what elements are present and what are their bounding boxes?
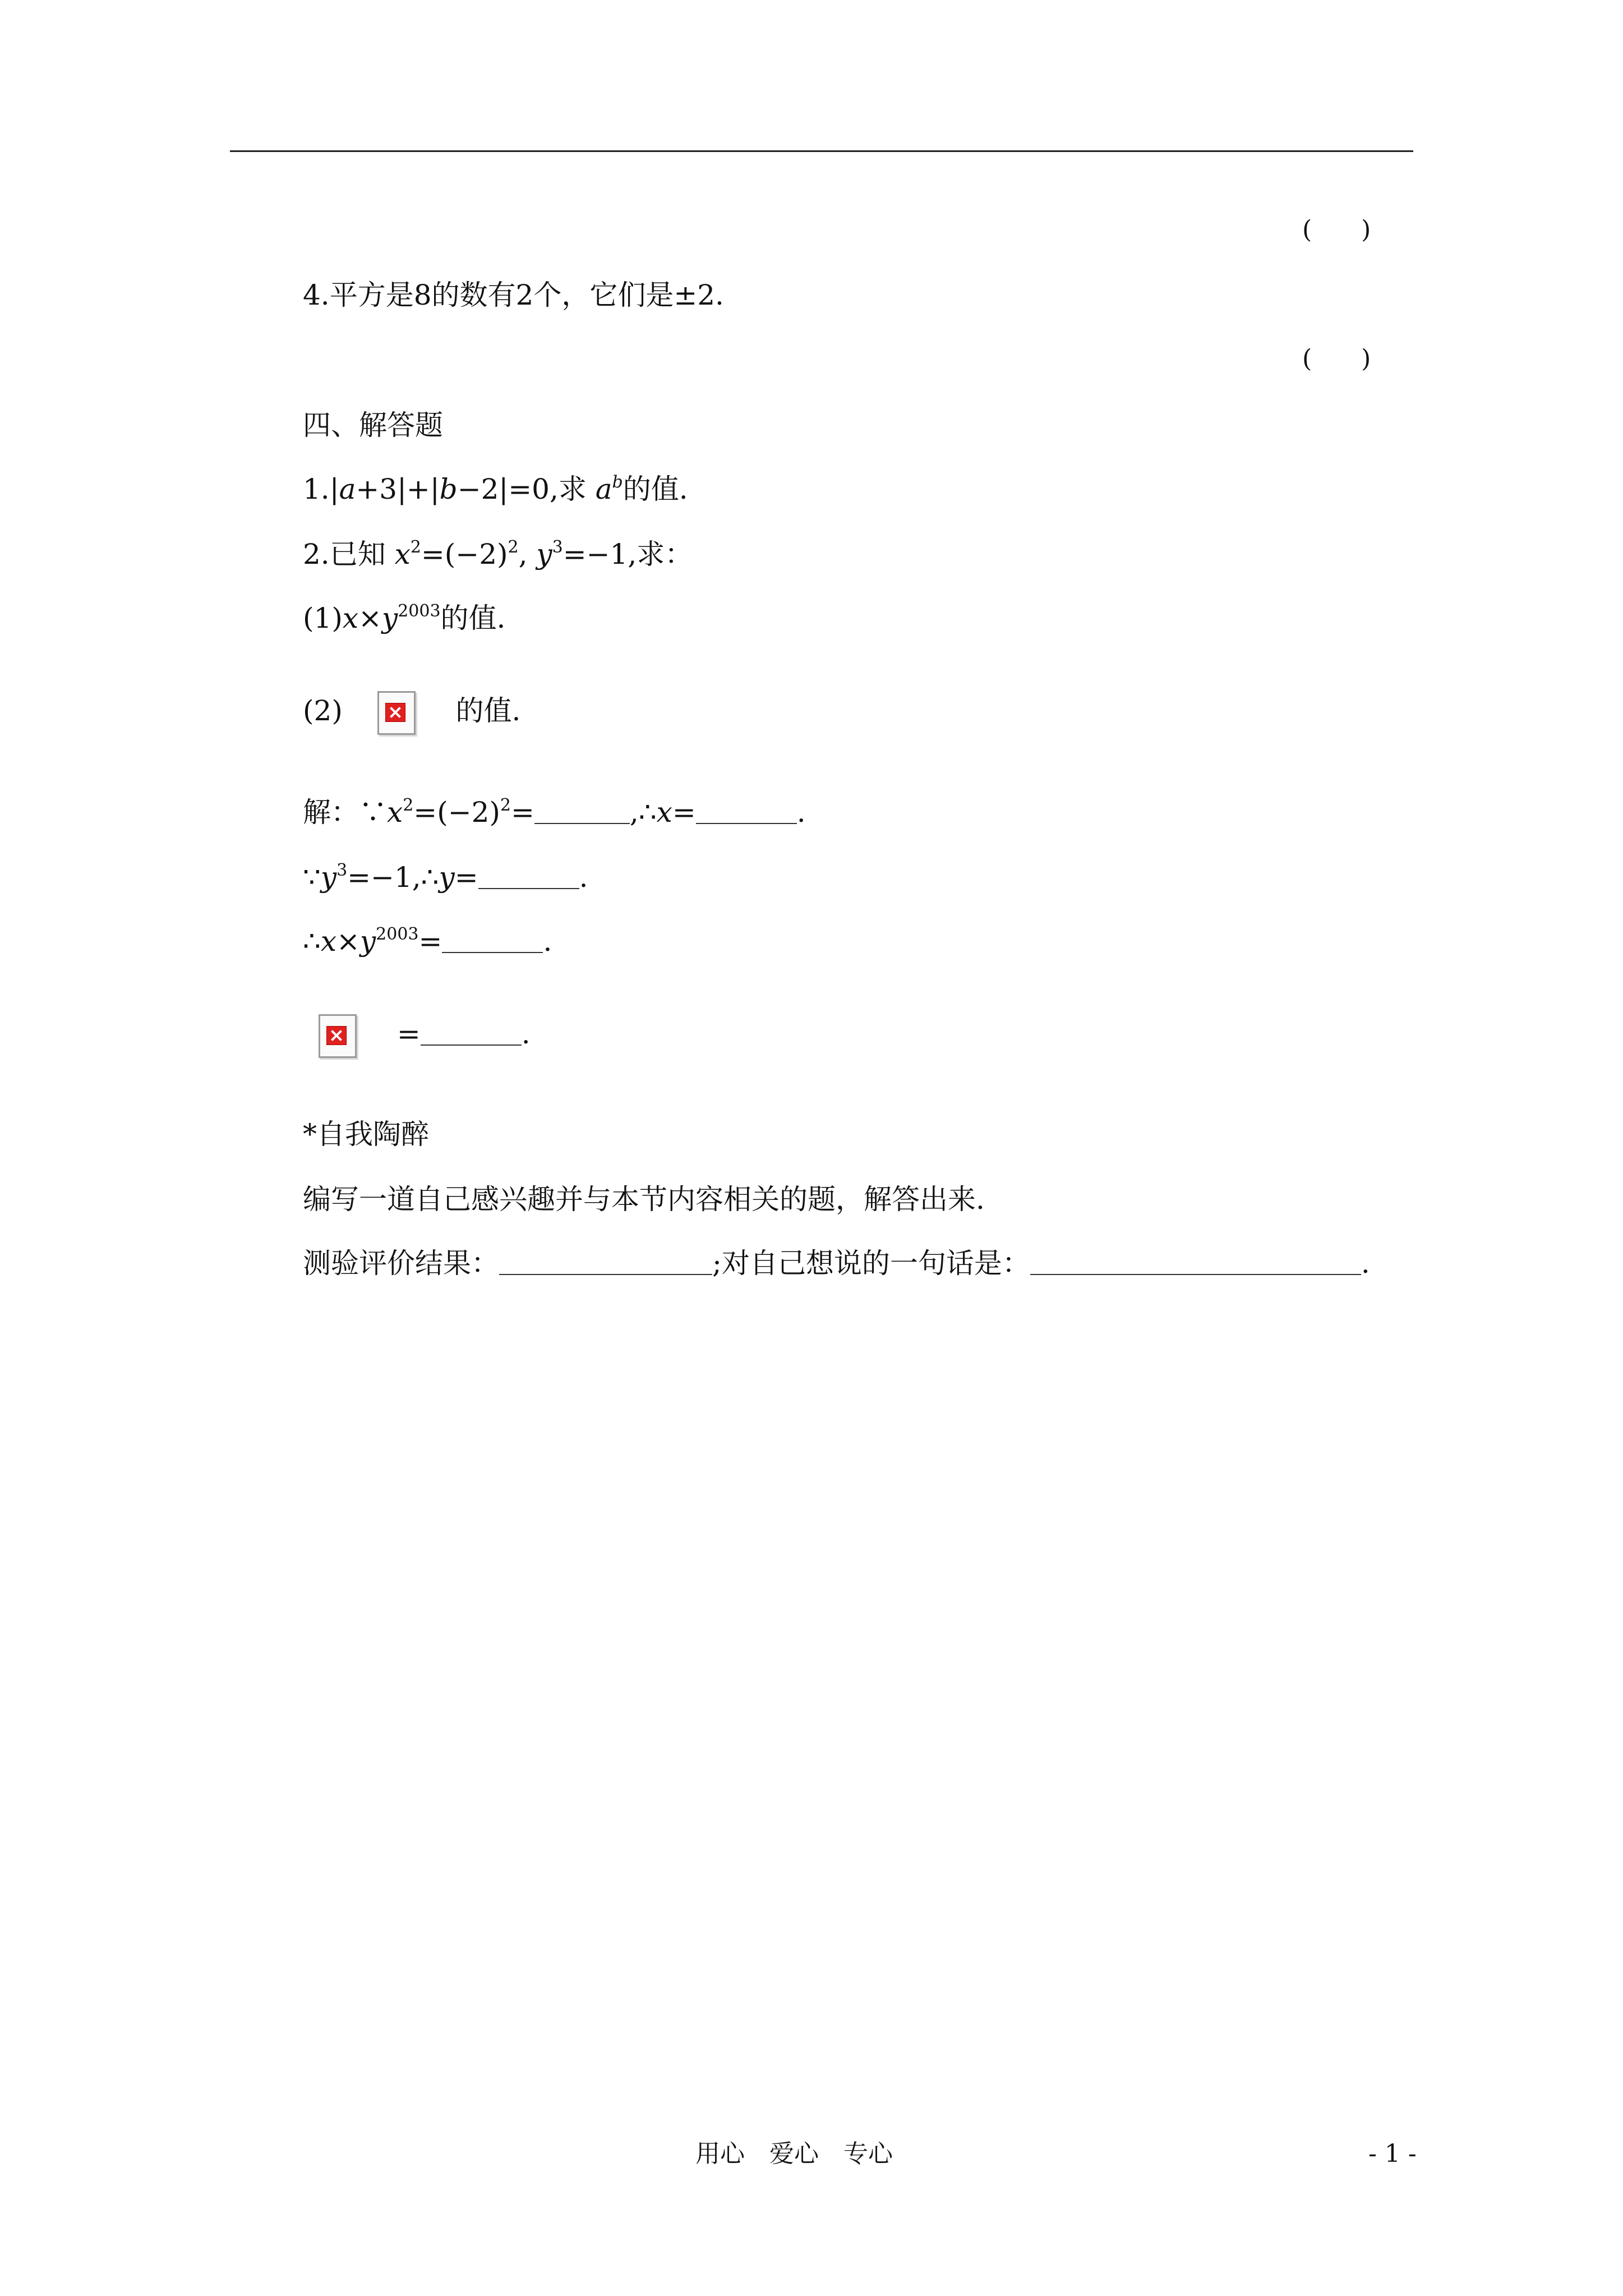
- solution-line-3: $\therefore x\times y^{2003}=$ .: [303, 924, 552, 958]
- reflection-evaluation: 测验评价结果： ;对自己想说的一句话是： .: [303, 1247, 1370, 1280]
- answer-blank[interactable]: [442, 927, 543, 953]
- solution-line-4: = .: [319, 1014, 531, 1058]
- answer-blank[interactable]: [696, 798, 797, 824]
- reflection-title: *自我陶醉: [303, 1118, 429, 1151]
- section-title: 四、解答题: [303, 409, 443, 441]
- footer-motto: 用心 爱心 专心: [695, 2139, 893, 2168]
- problem-2: 2.已知 $x^2=(-2)^2$, $y^3=-1$,求：: [303, 537, 693, 570]
- question-4: 4.平方是8的数有2个，它们是±2.: [303, 279, 724, 311]
- page-number: - 1 -: [1368, 2139, 1417, 2168]
- problem-2-part-1: $(1)x\times y^{2003}$的值.: [303, 601, 506, 634]
- comment-blank[interactable]: [1030, 1249, 1361, 1275]
- broken-image-icon: [377, 691, 416, 735]
- evaluation-blank[interactable]: [499, 1249, 712, 1275]
- header-rule: [230, 150, 1413, 152]
- problem-1: 1.|a+3|+|b−2|=0,求 $a^b$的值.: [303, 472, 688, 505]
- answer-blank[interactable]: [421, 1020, 522, 1046]
- answer-paren-q3: ( ): [1302, 215, 1371, 244]
- solution-line-1: 解：$\because x^2=(-2)^2=$ ,∴x= .: [303, 795, 806, 829]
- reflection-task: 编写一道自己感兴趣并与本节内容相关的题，解答出来.: [303, 1183, 985, 1216]
- solution-line-2: $\because y^3=-1,\therefore y=$ .: [303, 861, 588, 894]
- problem-2-part-2: (2) 的值.: [303, 691, 520, 735]
- answer-blank[interactable]: [478, 863, 579, 889]
- answer-blank[interactable]: [534, 798, 630, 824]
- broken-image-icon: [319, 1014, 357, 1058]
- answer-paren-q4: ( ): [1302, 344, 1371, 373]
